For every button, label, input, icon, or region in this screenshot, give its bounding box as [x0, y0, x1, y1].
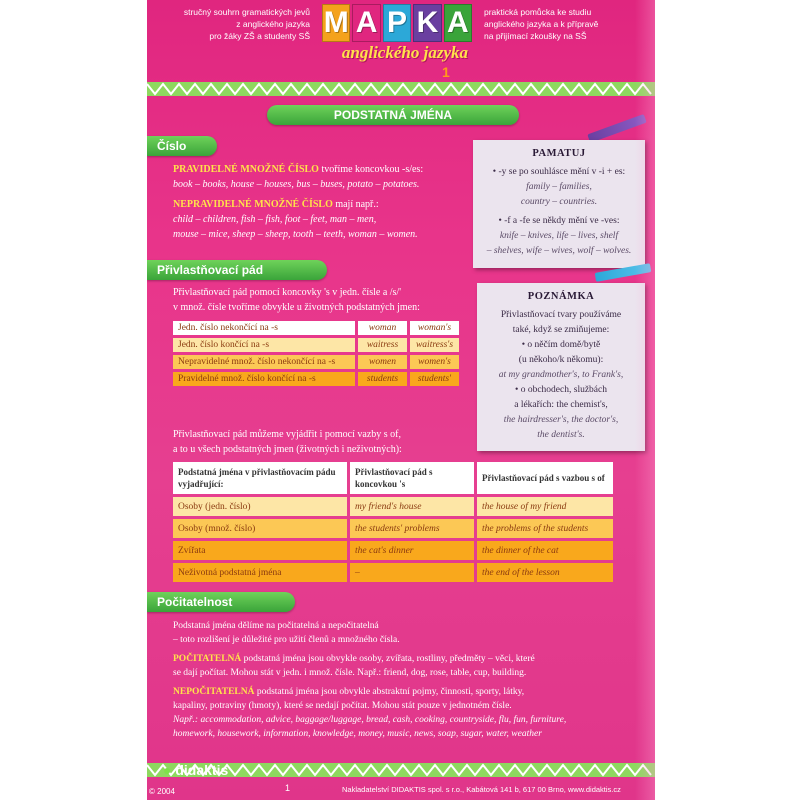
pamatuj-example: knife – knives, life – lives, shelf — [499, 231, 619, 241]
zigzag-divider-top — [147, 82, 655, 96]
table-header-cell: Podstatná jména v přivlastňovacím pádu vyjadřující: — [173, 462, 347, 494]
table-row — [173, 519, 613, 538]
regular-plural-text: tvoříme koncovkou -s/es: — [318, 164, 424, 175]
poznamka-line: • o něčím domě/bytě — [521, 340, 601, 350]
countable-text: se dají počítat. Mohou stát v jedn. i množ. čísle. Např.: friend, dog, rose, table, cup, building. — [173, 668, 527, 678]
poznamka-line: také, když se zmiňujeme: — [512, 325, 610, 335]
table-cell: students — [358, 372, 407, 386]
table-row — [173, 497, 613, 516]
countable-text: podstatná jména jsou obvykle osoby, zvířata, rostliny, předměty – věci, které — [241, 654, 535, 664]
table-header-cell: Přivlastňovací pád s koncovkou 's — [350, 462, 474, 494]
header-left-line: pro žáky ZŠ a studenty SŠ — [209, 31, 310, 41]
regular-plural-examples: book – books, house – houses, bus – buses, potato – potatoes. — [173, 179, 420, 190]
pamatuj-card — [473, 140, 645, 268]
table-cell: the dinner of the cat — [477, 541, 613, 560]
table-cell: the problems of the students — [477, 519, 613, 538]
page-number: 1 — [285, 783, 291, 793]
table-header-row — [173, 462, 613, 494]
regular-plural-label: PRAVIDELNÉ MNOŽNÉ ČÍSLO — [173, 164, 319, 175]
table-row — [173, 541, 613, 560]
header-left-line: stručný souhrn gramatických jevů — [183, 7, 310, 17]
table-cell: Jedn. číslo končící na -s — [173, 338, 355, 352]
header-right-line: anglického jazyka a k přípravě — [484, 19, 599, 29]
logo-letter: P — [383, 4, 411, 42]
uncountable-text: podstatná jména jsou obvykle abstraktní pojmy, činnosti, sporty, látky, — [254, 687, 525, 697]
pocitatelnost-line: – toto rozlišení je důležité pro užití členů a množného čísla. — [173, 635, 400, 645]
table-cell: woman's — [410, 321, 459, 335]
pocitatelnost-line: Podstatná jména dělíme na počitatelná a nepočitatelná — [173, 621, 379, 631]
table-cell: – — [350, 563, 474, 582]
section-heading-pocitatelnost: Počitatelnost — [147, 592, 295, 612]
countable-label: POČITATELNÁ — [173, 654, 242, 664]
table-cell: my friend's house — [350, 497, 474, 516]
pamatuj-example: – shelves, wife – wives, wolf – wolves. — [486, 246, 632, 256]
table-cell: the students' problems — [350, 519, 474, 538]
cislo-text — [173, 162, 473, 242]
header-right-line: praktická pomůcka ke studiu — [484, 7, 592, 17]
poznamka-line: Přivlastňovací tvary používáme — [500, 310, 622, 320]
table-cell: Osoby (jedn. číslo) — [173, 497, 347, 516]
poznamka-line: • o obchodech, službách — [515, 385, 607, 395]
table-row — [173, 355, 459, 369]
poznamka-card — [477, 283, 645, 451]
possessive-table — [170, 318, 462, 389]
table-row — [173, 338, 459, 352]
privlastnovaci-intro — [173, 285, 473, 315]
poznamka-line: a lékařích: the chemist's, — [514, 400, 608, 410]
didaktis-logo-text: didaktis — [175, 762, 229, 778]
logo-letter: A — [352, 4, 380, 42]
privlastnovaci-middle-line: a to u všech podstatných jmen (životných i neživotných): — [173, 444, 402, 455]
table-cell: Nepravidelné množ. číslo nekončící na -s — [173, 355, 355, 369]
logo-letters — [322, 4, 472, 42]
table-cell: Pravidelné množ. číslo končící na -s — [173, 372, 355, 386]
table-cell: Osoby (množ. číslo) — [173, 519, 347, 538]
table-cell: Neživotná podstatná jména — [173, 563, 347, 582]
logo-subtitle: anglického jazyka — [341, 43, 468, 62]
privlastnovaci-intro-line: Přivlastňovací pád pomocí koncovky 's v jedn. čísle a /s/' — [173, 287, 402, 298]
irregular-plural-text: mají např.: — [332, 199, 379, 210]
study-sheet — [147, 0, 655, 800]
poznamka-line: at my grandmother's, to Frank's, — [498, 370, 624, 380]
pamatuj-example: country – countries. — [520, 197, 598, 207]
header-right-line: na přijímací zkoušky na SŠ — [484, 31, 587, 41]
header-left-line: z anglického jazyka — [236, 19, 310, 29]
pamatuj-example: family – families, — [526, 182, 592, 192]
publisher-info: Nakladatelství DIDAKTIS spol. s r.o., Kabátová 141 b, 617 00 Brno, www.didaktis.cz — [342, 785, 621, 794]
table-cell: the cat's dinner — [350, 541, 474, 560]
table-cell: woman — [358, 321, 407, 335]
privlastnovaci-middle-line: Přivlastňovací pád můžeme vyjádřit i pomocí vazby s of, — [173, 429, 401, 440]
table-cell: Jedn. číslo nekončící na -s — [173, 321, 355, 335]
poznamka-line: the hairdresser's, the doctor's, — [503, 415, 619, 425]
table-cell: waitress's — [410, 338, 459, 352]
table-cell: the house of my friend — [477, 497, 613, 516]
pencil-decoration — [587, 114, 646, 143]
uncountable-label: NEPOČITATELNÁ — [173, 687, 255, 697]
table-cell: women's — [410, 355, 459, 369]
mapka-logo — [322, 4, 472, 80]
table-header-cell: Přivlastňovací pád s vazbou s of — [477, 462, 613, 494]
table-row — [173, 321, 459, 335]
possessive-comparison-table — [170, 459, 616, 585]
section-heading-privlastnovaci: Přivlastňovací pád — [147, 260, 327, 280]
logo-number: 1 — [442, 64, 450, 80]
table-cell: waitress — [358, 338, 407, 352]
didaktis-logo: ● didaktis — [163, 762, 229, 778]
section-heading-cislo: Číslo — [147, 136, 217, 156]
uncountable-text: kapaliny, potraviny (hmoty), které se nedají počítat. Mohou stát pouze v jednotném čísle. — [173, 701, 512, 711]
privlastnovaci-intro-line: v množ. čísle tvoříme obvykle u životných podstatných jmen: — [173, 302, 420, 313]
pamatuj-heading: PAMATUJ — [532, 148, 586, 159]
uncountable-examples: Např.: accommodation, advice, baggage/luggage, bread, cash, cooking, countryside, flu, fun, furniture, — [173, 715, 567, 725]
table-row — [173, 563, 613, 582]
table-cell: Zvířata — [173, 541, 347, 560]
pamatuj-item: • -f a -fe se někdy mění ve -ves: — [498, 216, 620, 226]
table-cell: the end of the lesson — [477, 563, 613, 582]
logo-letter: M — [322, 4, 350, 42]
logo-letter: A — [444, 4, 472, 42]
table-cell: students' — [410, 372, 459, 386]
table-row — [173, 372, 459, 386]
pocitatelnost-text — [173, 619, 649, 741]
irregular-plural-examples: child – children, fish – fish, foot – feet, man – men, — [173, 214, 377, 225]
poznamka-line: (u někoho/k někomu): — [518, 355, 604, 365]
irregular-plural-examples: mouse – mice, sheep – sheep, tooth – teeth, woman – women. — [173, 229, 418, 240]
irregular-plural-label: NEPRAVIDELNÉ MNOŽNÉ ČÍSLO — [173, 199, 333, 210]
footer-copyright: © 2004 — [149, 787, 175, 796]
page-title: PODSTATNÁ JMÉNA — [267, 105, 519, 125]
pamatuj-item: • -y se po souhlásce mění v -i + es: — [492, 167, 626, 177]
logo-letter: K — [413, 4, 441, 42]
privlastnovaci-middle — [173, 427, 473, 457]
uncountable-examples: homework, housework, information, knowledge, money, music, news, soap, sugar, water, weather — [173, 729, 542, 739]
poznamka-line: the dentist's. — [537, 430, 585, 440]
table-cell: women — [358, 355, 407, 369]
header-right-text — [484, 6, 649, 42]
header-left-text — [155, 6, 310, 42]
poznamka-heading: POZNÁMKA — [527, 291, 595, 302]
